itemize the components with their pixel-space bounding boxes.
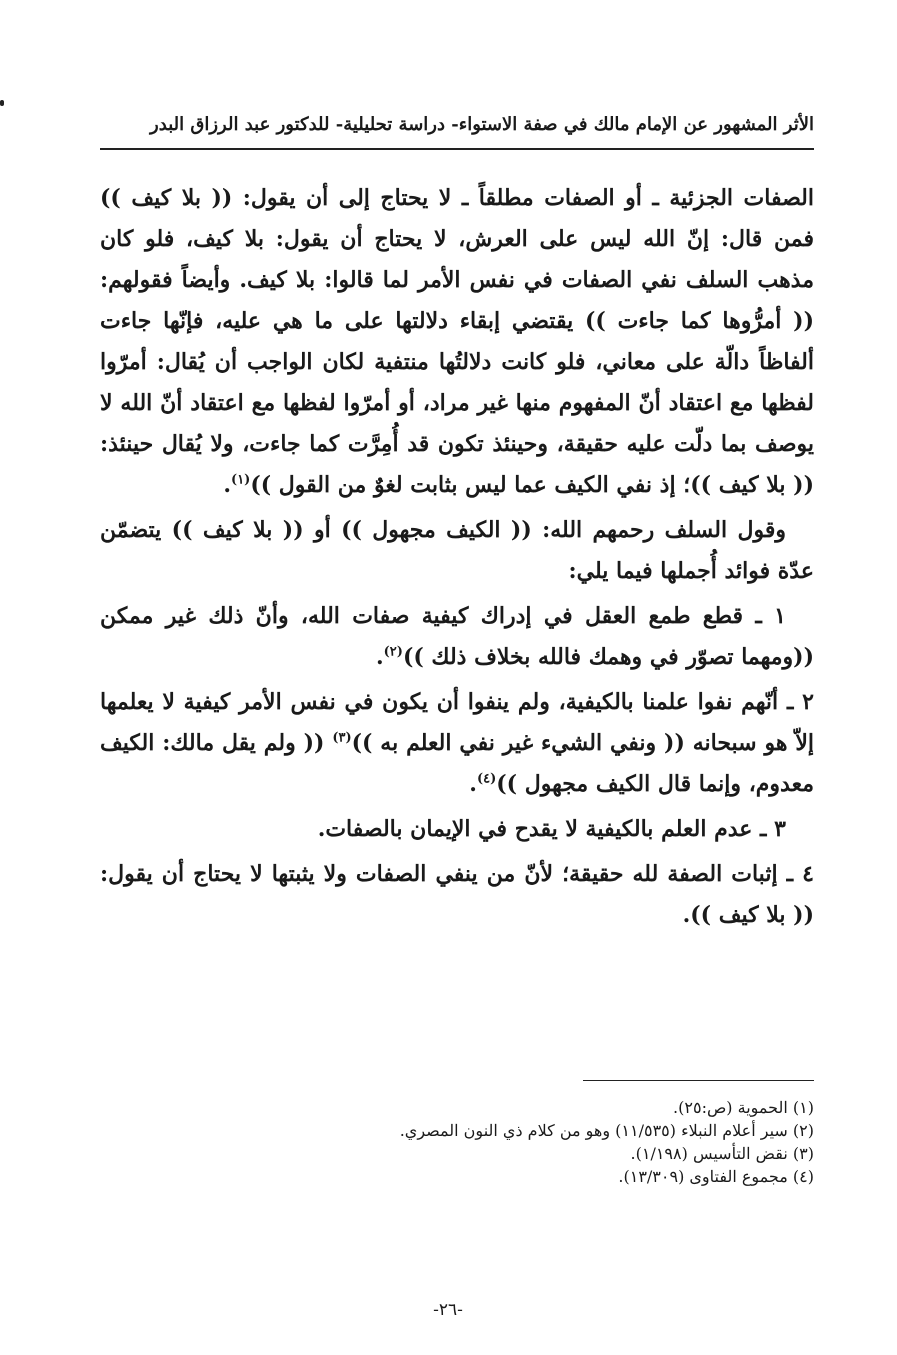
footnote-ref-2: (٢) — [383, 644, 403, 660]
footnote-1: (١) الحموية (ص:٢٥). — [673, 1098, 814, 1117]
footnote-ref-4: (٤) — [476, 771, 497, 787]
paragraph-1: الصفات الجزئية ـ أو الصفات مطلقاً ـ لا يحتاج إلى أن يقول: (( بلا كيف )) فمن قال: إنّ الله ليس على العرش، لا يحتاج أن يقول: بلا كيف، فلو كان مذهب السلف نفي الصفات في نفس الأمر لما قالوا: بلا كيف. وأيضاً فقولهم: (( أمرُّوها كما جاءت )) يقتضي إبقاء دلالتها على ما هي عليه، فإنّها جاءت ألفاظاً دالّة على معاني، فلو كانت دلالتُها منتفية لكان الواجب أن يُقال: أمرّوا لفظها مع اعتقاد أنّ المفهوم منها غير مراد، أو أمرّوا لفظها مع اعتقاد أنّ الله لا يوصف بما دلّت عليه حقيقة، وحينئذ تكون قد أُمِرَّت كما جاءت، ولا يُقال حينئذ: (( بلا كيف ))؛ إذ نفي الكيف عما ليس بثابت لغوٌ من القول ))$^{(١)}$. — [100, 185, 814, 498]
footnote-ref-1: (١) — [231, 472, 251, 488]
footnote-3: (٣) نقض التأسيس (١/١٩٨). — [630, 1144, 814, 1163]
page-number: -٢٦- — [433, 1300, 463, 1320]
list-item-2: ٢ ـ أنّهم نفوا علمنا بالكيفية، ولم ينفوا أن يكون في نفس الأمر كيفية لا يعلمها إلاّ هو سبحانه (( ونفي الشيء غير نفي العلم به ))$^{(٣)}$ (( ولم يقل مالك: الكيف معدوم، وإنما قال الكيف مجهول ))$^{(٤)}$. — [100, 689, 814, 797]
list-item-3: ٣ ـ عدم العلم بالكيفية لا يقدح في الإيمان بالصفات. — [317, 816, 786, 842]
footnote-rule — [583, 1080, 814, 1081]
list-item-1: ١ ـ قطع طمع العقل في إدراك كيفية صفات الله، وأنّ ذلك غير ممكن ((ومهما تصوّر في وهمك فالله بخلاف ذلك ))$^{(٢)}$. — [100, 603, 814, 670]
footnote-2: (٢) سير أعلام النبلاء (١١/٥٣٥) وهو من كلام ذي النون المصري. — [399, 1121, 814, 1140]
footnote-4: (٤) مجموع الفتاوى (١٣/٣٠٩). — [618, 1167, 814, 1186]
list-item-4: ٤ ـ إثبات الصفة لله حقيقة؛ لأنّ من ينفي الصفات ولا يثبتها لا يحتاج أن يقول: (( بلا كيف )). — [100, 861, 814, 928]
running-header: الأثر المشهور عن الإمام مالك في صفة الاستواء- دراسة تحليلية- للدكتور عبد الرزاق البدر — [150, 114, 814, 135]
paragraph-2: وقول السلف رحمهم الله: (( الكيف مجهول )) أو (( بلا كيف )) يتضمّن عدّة فوائد أُجملها فيما يلي: — [100, 517, 814, 584]
scan-mark — [0, 100, 4, 106]
header-rule — [100, 148, 814, 150]
main-text — [100, 178, 814, 940]
footnote-ref-3: (٣) — [332, 730, 352, 746]
footnotes — [100, 1096, 814, 1188]
